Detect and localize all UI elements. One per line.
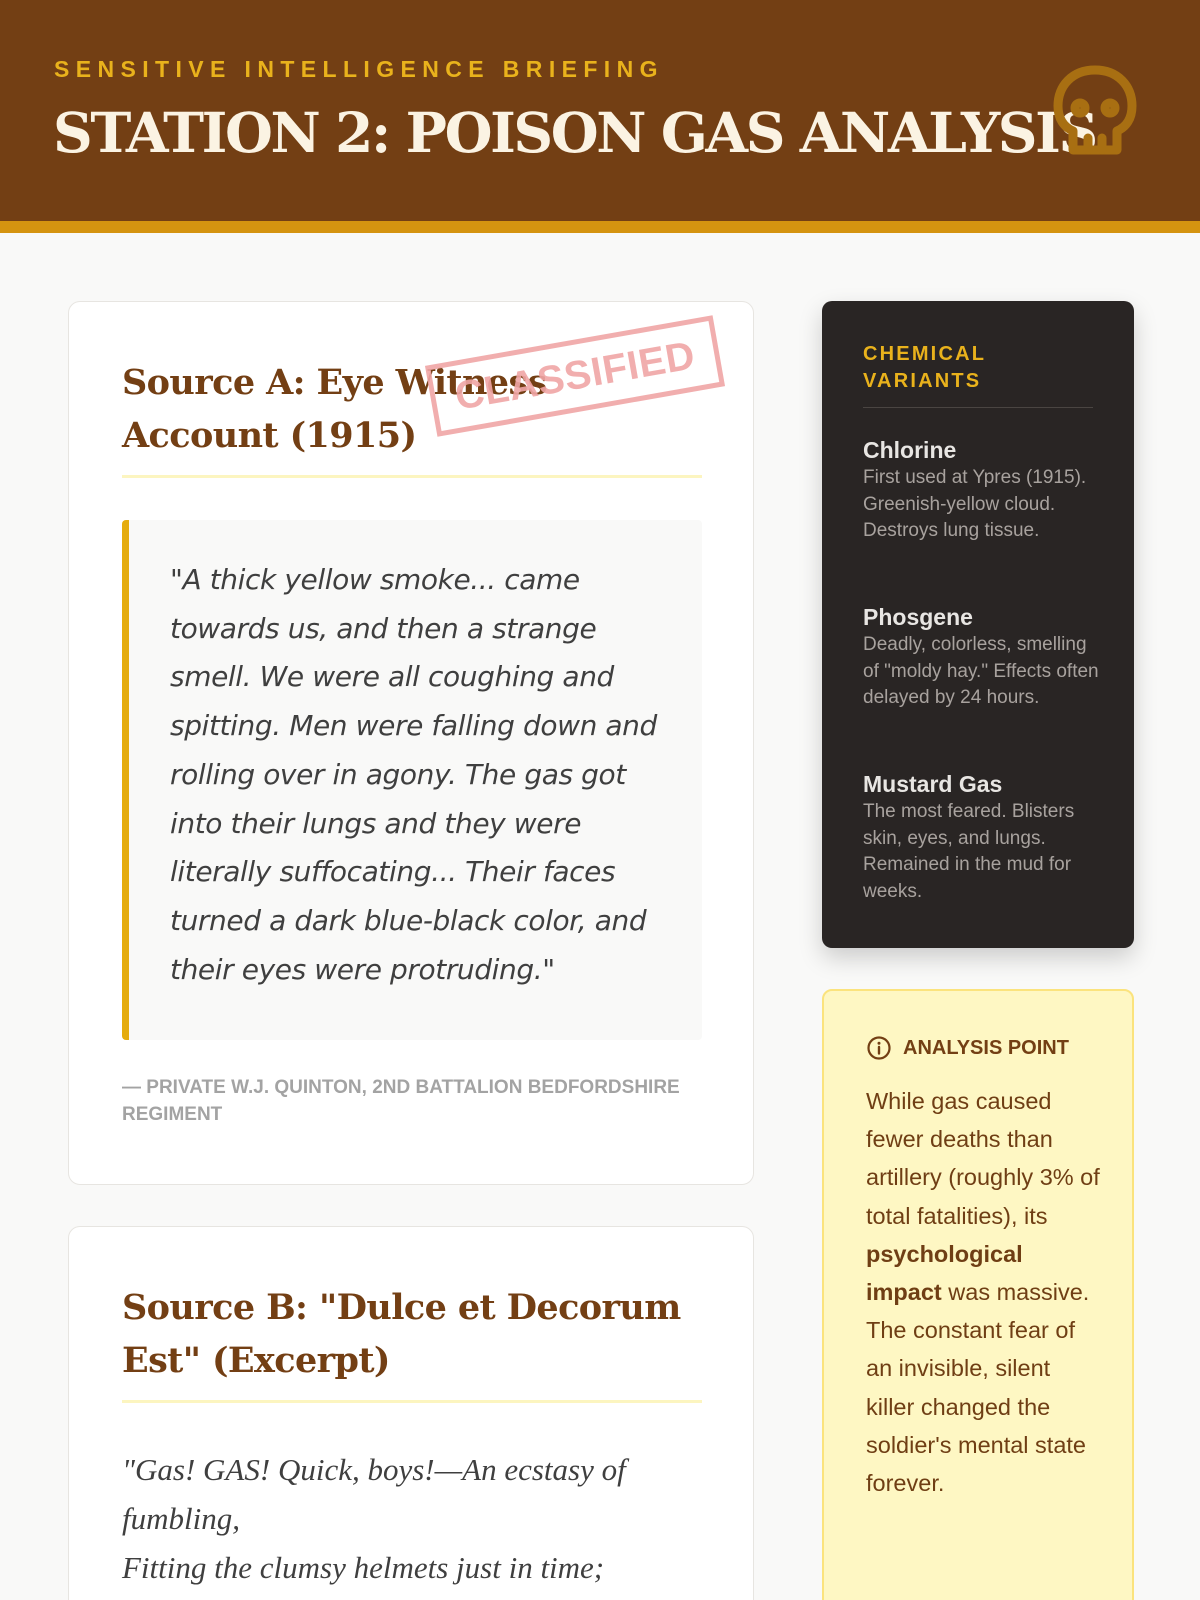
analysis-text [866,1082,1104,1502]
poem-line: "Gas! GAS! Quick, boys!—An ecstasy of fumbling, [122,1452,626,1536]
briefing-header [0,0,1200,221]
poem-line: Fitting the clumsy helmets just in time; [122,1550,605,1585]
variant-chlorine [863,435,1099,545]
variant-name: Chlorine [863,437,957,463]
quote-text: "A thick yellow smoke... came towards us, and then a strange smell. We were all coughing and spitting. Men were falling down and rolling over in agony. The gas got into their lungs and they were literally suffocating... Their faces turned a dark blue-black color, and their eyes were protruding." [170,563,657,986]
source-b-card [68,1226,754,1600]
page-title: STATION 2: POISON GAS ANALYSIS [53,100,1096,165]
variant-mustard-gas [863,769,1099,905]
source-b-title: Source B: "Dulce et Decorum Est" (Excerpt) [122,1287,681,1381]
quote-attribution: — PRIVATE W.J. QUINTON, 2ND BATTALION BEDFORDSHIRE REGIMENT [122,1077,680,1125]
variant-phosgene [863,602,1099,712]
info-icon [866,1035,892,1061]
chemical-variants-panel [822,301,1134,948]
header-stripe [0,221,1200,233]
poem-excerpt [122,1445,702,1592]
variant-name: Mustard Gas [863,771,1003,797]
variant-description: Deadly, colorless, smelling of "moldy hay." Effects often delayed by 24 hours. [863,634,1099,708]
analysis-heading [866,1035,1069,1061]
variant-description: The most feared. Blisters skin, eyes, and lungs. Remained in the mud for weeks. [863,801,1075,902]
title-divider [122,475,702,478]
header-kicker: SENSITIVE INTELLIGENCE BRIEFING [54,56,664,82]
title-divider [122,1400,702,1403]
analysis-text-part: While gas caused fewer deaths than artillery (roughly 3% of total fatalities), its [866,1088,1100,1229]
analysis-text-part: was massive. The constant fear of an invisible, silent killer changed the soldier's mental state forever. [866,1279,1090,1497]
analysis-heading-label: ANALYSIS POINT [903,1036,1069,1059]
variant-description: First used at Ypres (1915). Greenish-yellow cloud. Destroys lung tissue. [863,467,1087,541]
variant-name: Phosgene [863,604,973,630]
eyewitness-quote [122,520,702,1040]
classified-stamp: CLASSIFIED [425,315,725,437]
variants-divider [863,407,1093,408]
analysis-emphasis: psychological impact [866,1240,1023,1306]
analysis-point-panel [822,989,1134,1600]
source-a-card [68,301,754,1185]
skull-icon [1052,64,1138,160]
variants-heading: CHEMICAL VARIANTS [863,343,986,392]
source-a-title: Source A: Eye Witness Account (1915) [122,362,547,456]
